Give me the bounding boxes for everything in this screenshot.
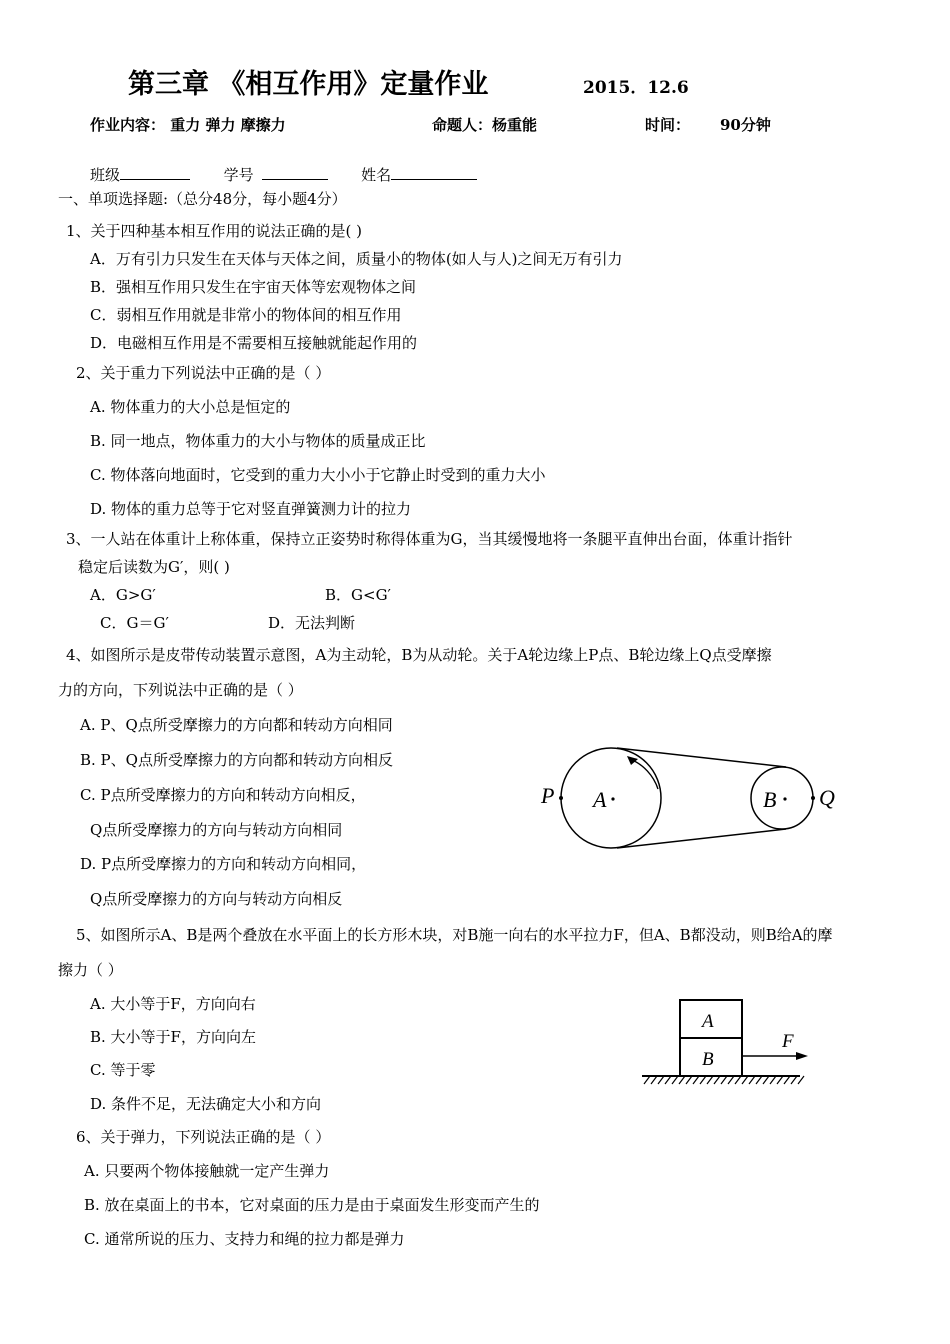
name-blank[interactable] [391,165,477,180]
student-info-row [90,165,477,185]
q4-option-c-line2: Q点所受摩擦力的方向与转动方向相同 [90,821,343,839]
q4-stem-line2: 力的方向，下列说法中正确的是（ ） [58,681,303,699]
q2-option-c: C. 物体落向地面时，它受到的重力大小小于它静止时受到的重力大小 [90,466,546,484]
hatch-mark [770,1076,776,1084]
q4-option-c-line1: C. P点所受摩擦力的方向和转动方向相反， [80,786,366,804]
wheel-b [751,767,813,829]
hatch-mark [686,1076,692,1084]
q6-stem: 6、关于弹力，下列说法正确的是（ ） [76,1128,331,1146]
q2-option-a: A. 物体重力的大小总是恒定的 [90,398,291,416]
rotation-arrow-head [627,756,638,765]
hatch-mark [735,1076,741,1084]
hatch-mark [791,1076,797,1084]
hatch-mark [749,1076,755,1084]
hatch-mark [728,1076,734,1084]
q5-option-b: B. 大小等于F，方向向左 [90,1028,256,1046]
hatch-mark [665,1076,671,1084]
label-q: Q [819,785,835,810]
hatch-mark [714,1076,720,1084]
ground-hatching [644,1076,804,1084]
point-b-dot [783,797,786,800]
label-a: A [593,787,607,812]
q4-stem-line1: 4、如图所示是皮带传动装置示意图，A为主动轮，B为从动轮。关于A轮边缘上P点、B轮边缘上Q点受摩擦 [66,646,772,664]
q5-stem-line1: 5、如图所示A、B是两个叠放在水平面上的长方形木块，对B施一向右的水平拉力F，但A、B都没动，则B给A的摩 [76,926,833,944]
q4-option-d-line2: Q点所受摩擦力的方向与转动方向相反 [90,890,343,908]
label-block-b: B [702,1049,714,1070]
info-time-label: 时间： [645,116,691,134]
q1-option-d: D．电磁相互作用是不需要相互接触就能起作用的 [90,334,418,352]
q1-option-b: B．强相互作用只发生在宇宙天体等宏观物体之间 [90,278,417,296]
q1-option-a: A．万有引力只发生在天体与天体之间，质量小的物体(如人与人)之间无万有引力 [90,250,623,268]
stacked-blocks-diagram [640,995,820,1090]
q1-option-c: C．弱相互作用就是非常小的物体间的相互作用 [90,306,402,324]
hatch-mark [798,1076,804,1084]
class-label: 班级 [90,166,121,184]
point-p-dot [559,796,563,800]
class-blank[interactable] [120,165,190,180]
q4-option-d-line1: D. P点所受摩擦力的方向和转动方向相同， [80,855,367,873]
q4-option-a: A. P、Q点所受摩擦力的方向都和转动方向相同 [80,716,393,734]
belt-top [617,748,786,767]
q6-option-b: B. 放在桌面上的书本，它对桌面的压力是由于桌面发生形变而产生的 [84,1196,540,1214]
hatch-mark [693,1076,699,1084]
q5-stem-line2: 擦力（ ） [58,961,123,979]
info-author: 命题人：杨重能 [432,116,538,134]
page-title: 第三章 《相互作用》定量作业 [128,69,489,100]
hatch-mark [679,1076,685,1084]
label-force: F [782,1031,794,1052]
hatch-mark [721,1076,727,1084]
hatch-mark [672,1076,678,1084]
point-a-dot [611,797,614,800]
label-p: P [541,783,555,808]
info-time-value: 90分钟 [720,116,771,134]
id-blank[interactable] [262,165,328,180]
hatch-mark [763,1076,769,1084]
q2-option-b: B. 同一地点，物体重力的大小与物体的质量成正比 [90,432,426,450]
q3-stem-line2: 稳定后读数为G′，则( ) [78,558,230,576]
info-content: 作业内容： 重力 弹力 摩擦力 [90,116,286,134]
q6-option-c: C. 通常所说的压力、支持力和绳的拉力都是弹力 [84,1230,405,1248]
q1-stem: 1、关于四种基本相互作用的说法正确的是( ) [66,222,363,240]
hatch-mark [644,1076,650,1084]
belt-bottom [617,829,786,848]
hatch-mark [784,1076,790,1084]
label-b: B [763,787,777,812]
wheel-a [561,748,661,848]
q5-option-c: C. 等于零 [90,1061,156,1079]
q3-option-d: D．无法判断 [268,614,356,632]
hatch-mark [658,1076,664,1084]
q3-option-a: A．G>G′ [90,586,156,604]
date: 2015．12.6 [583,78,689,98]
rotation-arrow [630,759,658,789]
id-label: 学号 [223,166,254,184]
point-q-dot [811,796,815,800]
hatch-mark [707,1076,713,1084]
name-label: 姓名 [361,166,392,184]
q5-option-d: D. 条件不足，无法确定大小和方向 [90,1095,322,1113]
q3-option-b: B．G<G′ [325,586,391,604]
q5-option-a: A. 大小等于F，方向向右 [90,995,256,1013]
hatch-mark [742,1076,748,1084]
hatch-mark [700,1076,706,1084]
q3-option-c: C．G＝G′ [100,614,169,632]
q2-option-d: D. 物体的重力总等于它对竖直弹簧测力计的拉力 [90,500,412,518]
q6-option-a: A. 只要两个物体接触就一定产生弹力 [84,1162,330,1180]
hatch-mark [756,1076,762,1084]
force-arrow-head [796,1052,808,1060]
hatch-mark [651,1076,657,1084]
q4-option-b: B. P、Q点所受摩擦力的方向都和转动方向相反 [80,751,393,769]
section-heading: 一、单项选择题:（总分48分，每小题4分） [58,190,347,208]
belt-drive-diagram [530,745,850,855]
q3-stem-line1: 3、一人站在体重计上称体重，保持立正姿势时称得体重为G，当其缓慢地将一条腿平直伸出台面，体重计指针 [66,530,793,548]
label-block-a: A [702,1011,714,1032]
q2-stem: 2、关于重力下列说法中正确的是（ ） [76,364,331,382]
hatch-mark [777,1076,783,1084]
